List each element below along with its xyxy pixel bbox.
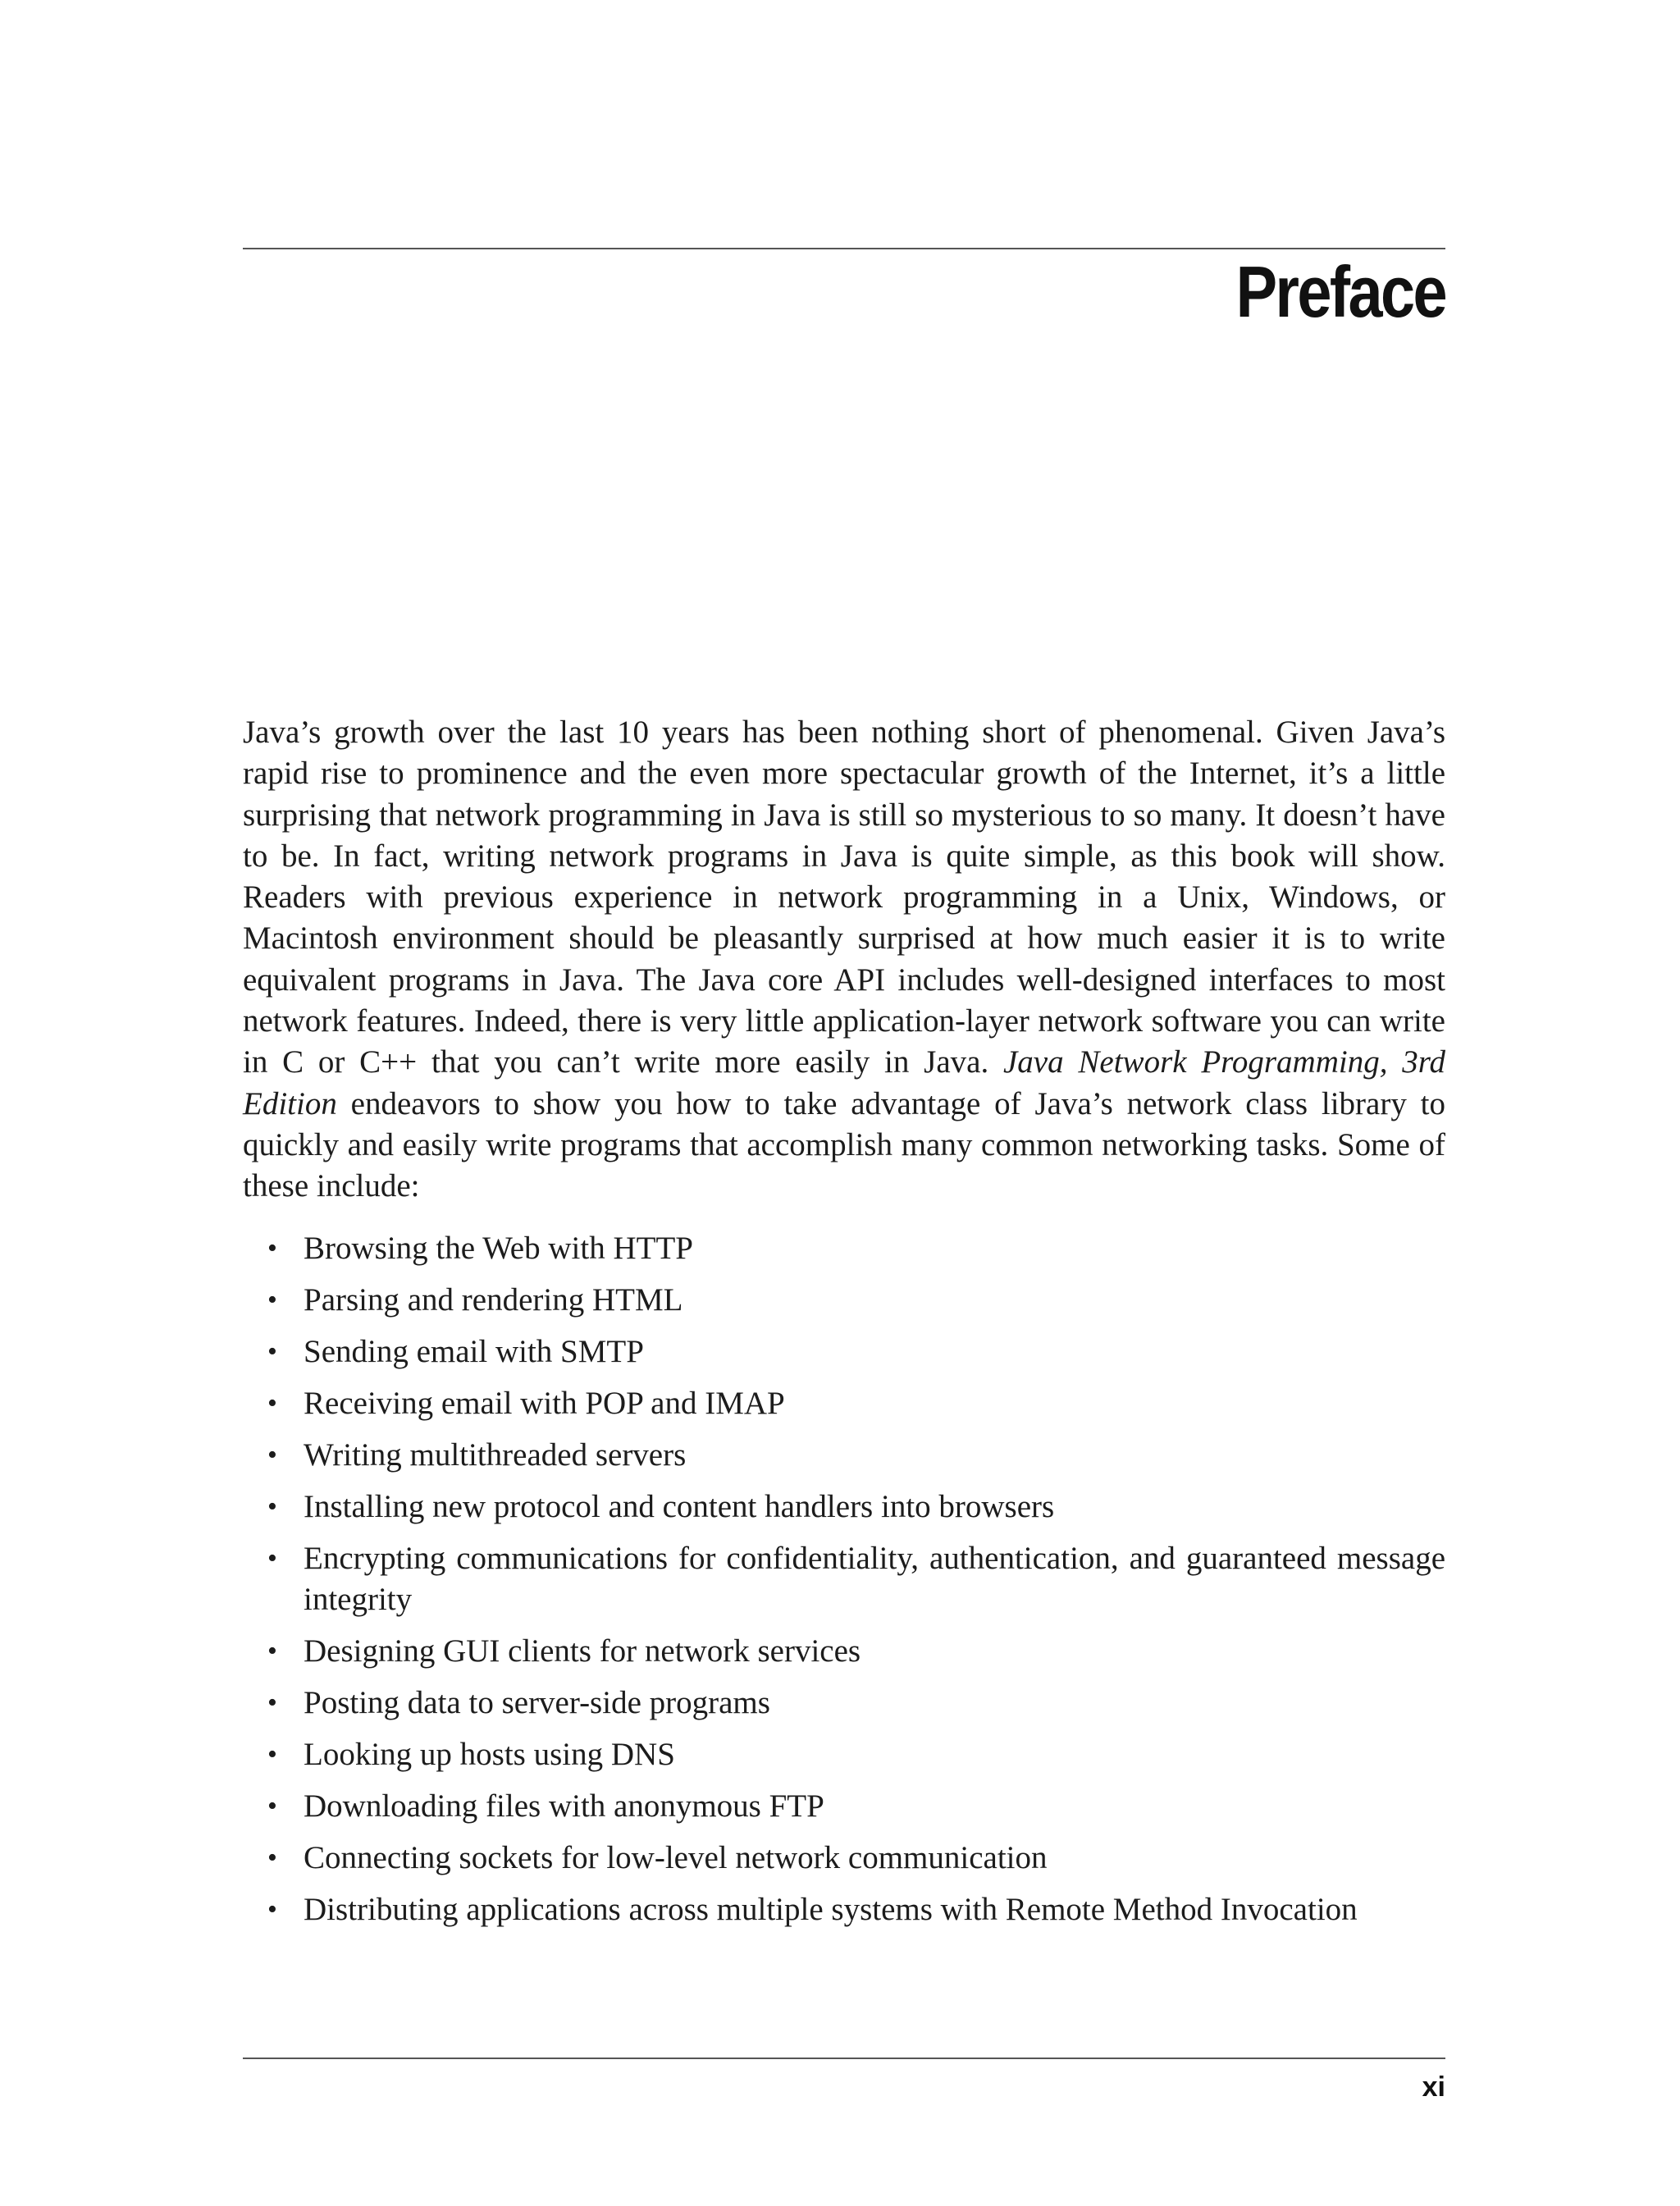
list-item xyxy=(243,1435,1445,1476)
book-title: Java Network Programming, 3rd Edition xyxy=(243,1044,1445,1121)
bullet-icon: • xyxy=(267,1491,277,1522)
list-item-text: Writing multithreaded servers xyxy=(304,1437,687,1473)
list-item-text: Posting data to server-side programs xyxy=(304,1685,770,1720)
list-item-text: Sending email with SMTP xyxy=(304,1334,644,1369)
bullet-icon: • xyxy=(267,1285,277,1315)
list-item xyxy=(243,1538,1445,1620)
bullet-icon: • xyxy=(267,1791,277,1821)
intro-paragraph xyxy=(243,712,1445,1208)
list-item-text: Receiving email with POP and IMAP xyxy=(304,1386,785,1421)
bullet-icon: • xyxy=(267,1336,277,1367)
list-item xyxy=(243,1280,1445,1321)
list-item xyxy=(243,1331,1445,1372)
bullet-icon: • xyxy=(267,1894,277,1925)
chapter-title: Preface xyxy=(1235,251,1445,332)
bullet-icon: • xyxy=(267,1636,277,1666)
bullet-icon: • xyxy=(267,1739,277,1770)
task-list xyxy=(243,1228,1445,1941)
list-item xyxy=(243,1734,1445,1775)
top-rule xyxy=(243,248,1445,249)
bullet-icon: • xyxy=(267,1388,277,1418)
intro-text-part-1: Java’s growth over the last 10 years has been nothing short of phenomenal. Given Java’s rapid rise to prominence and the even more spectacular growth of the Internet, it’s a little surprising that network programming in Java is still so mysterious to so many. It doesn’t have to be. In fact, writing network programs in Java is quite simple, as this book will show. Readers with previous experience in network programming in a Unix, Windows, or Macintosh environment should be pleasantly surprised at how much easier it is to write equivalent programs in Java. The Java core API includes well-designed interfaces to most network features. Indeed, there is very little application-layer network software you can write in C or C++ that you can’t write more easily in Java. xyxy=(243,715,1445,1080)
bullet-icon: • xyxy=(267,1440,277,1470)
bullet-icon: • xyxy=(267,1843,277,1873)
list-item-text: Parsing and rendering HTML xyxy=(304,1282,683,1318)
list-item xyxy=(243,1228,1445,1269)
bottom-rule xyxy=(243,2058,1445,2059)
list-item xyxy=(243,1889,1445,1930)
list-item-text: Installing new protocol and content handlers into browsers xyxy=(304,1489,1055,1524)
bullet-icon: • xyxy=(267,1233,277,1263)
list-item xyxy=(243,1683,1445,1724)
list-item-text: Looking up hosts using DNS xyxy=(304,1737,675,1772)
list-item xyxy=(243,1786,1445,1827)
list-item-text: Browsing the Web with HTTP xyxy=(304,1231,693,1266)
bullet-icon: • xyxy=(267,1688,277,1718)
intro-text-part-2: endeavors to show you how to take advantage of Java’s network class library to quickly and easily write programs that accomplish many common networking tasks. Some of these include: xyxy=(243,1085,1445,1204)
list-item-text: Encrypting communications for confidentiality, authentication, and guaranteed message integrity xyxy=(304,1541,1445,1617)
list-item xyxy=(243,1631,1445,1672)
list-item-text: Designing GUI clients for network services xyxy=(304,1633,861,1669)
page-number: xi xyxy=(1422,2071,1445,2103)
list-item-text: Connecting sockets for low-level network communication xyxy=(304,1840,1048,1875)
list-item xyxy=(243,1383,1445,1424)
list-item xyxy=(243,1487,1445,1528)
list-item-text: Downloading files with anonymous FTP xyxy=(304,1788,824,1824)
list-item xyxy=(243,1838,1445,1879)
bullet-icon: • xyxy=(267,1543,277,1573)
list-item-text: Distributing applications across multiple systems with Remote Method Invocation xyxy=(304,1892,1358,1927)
